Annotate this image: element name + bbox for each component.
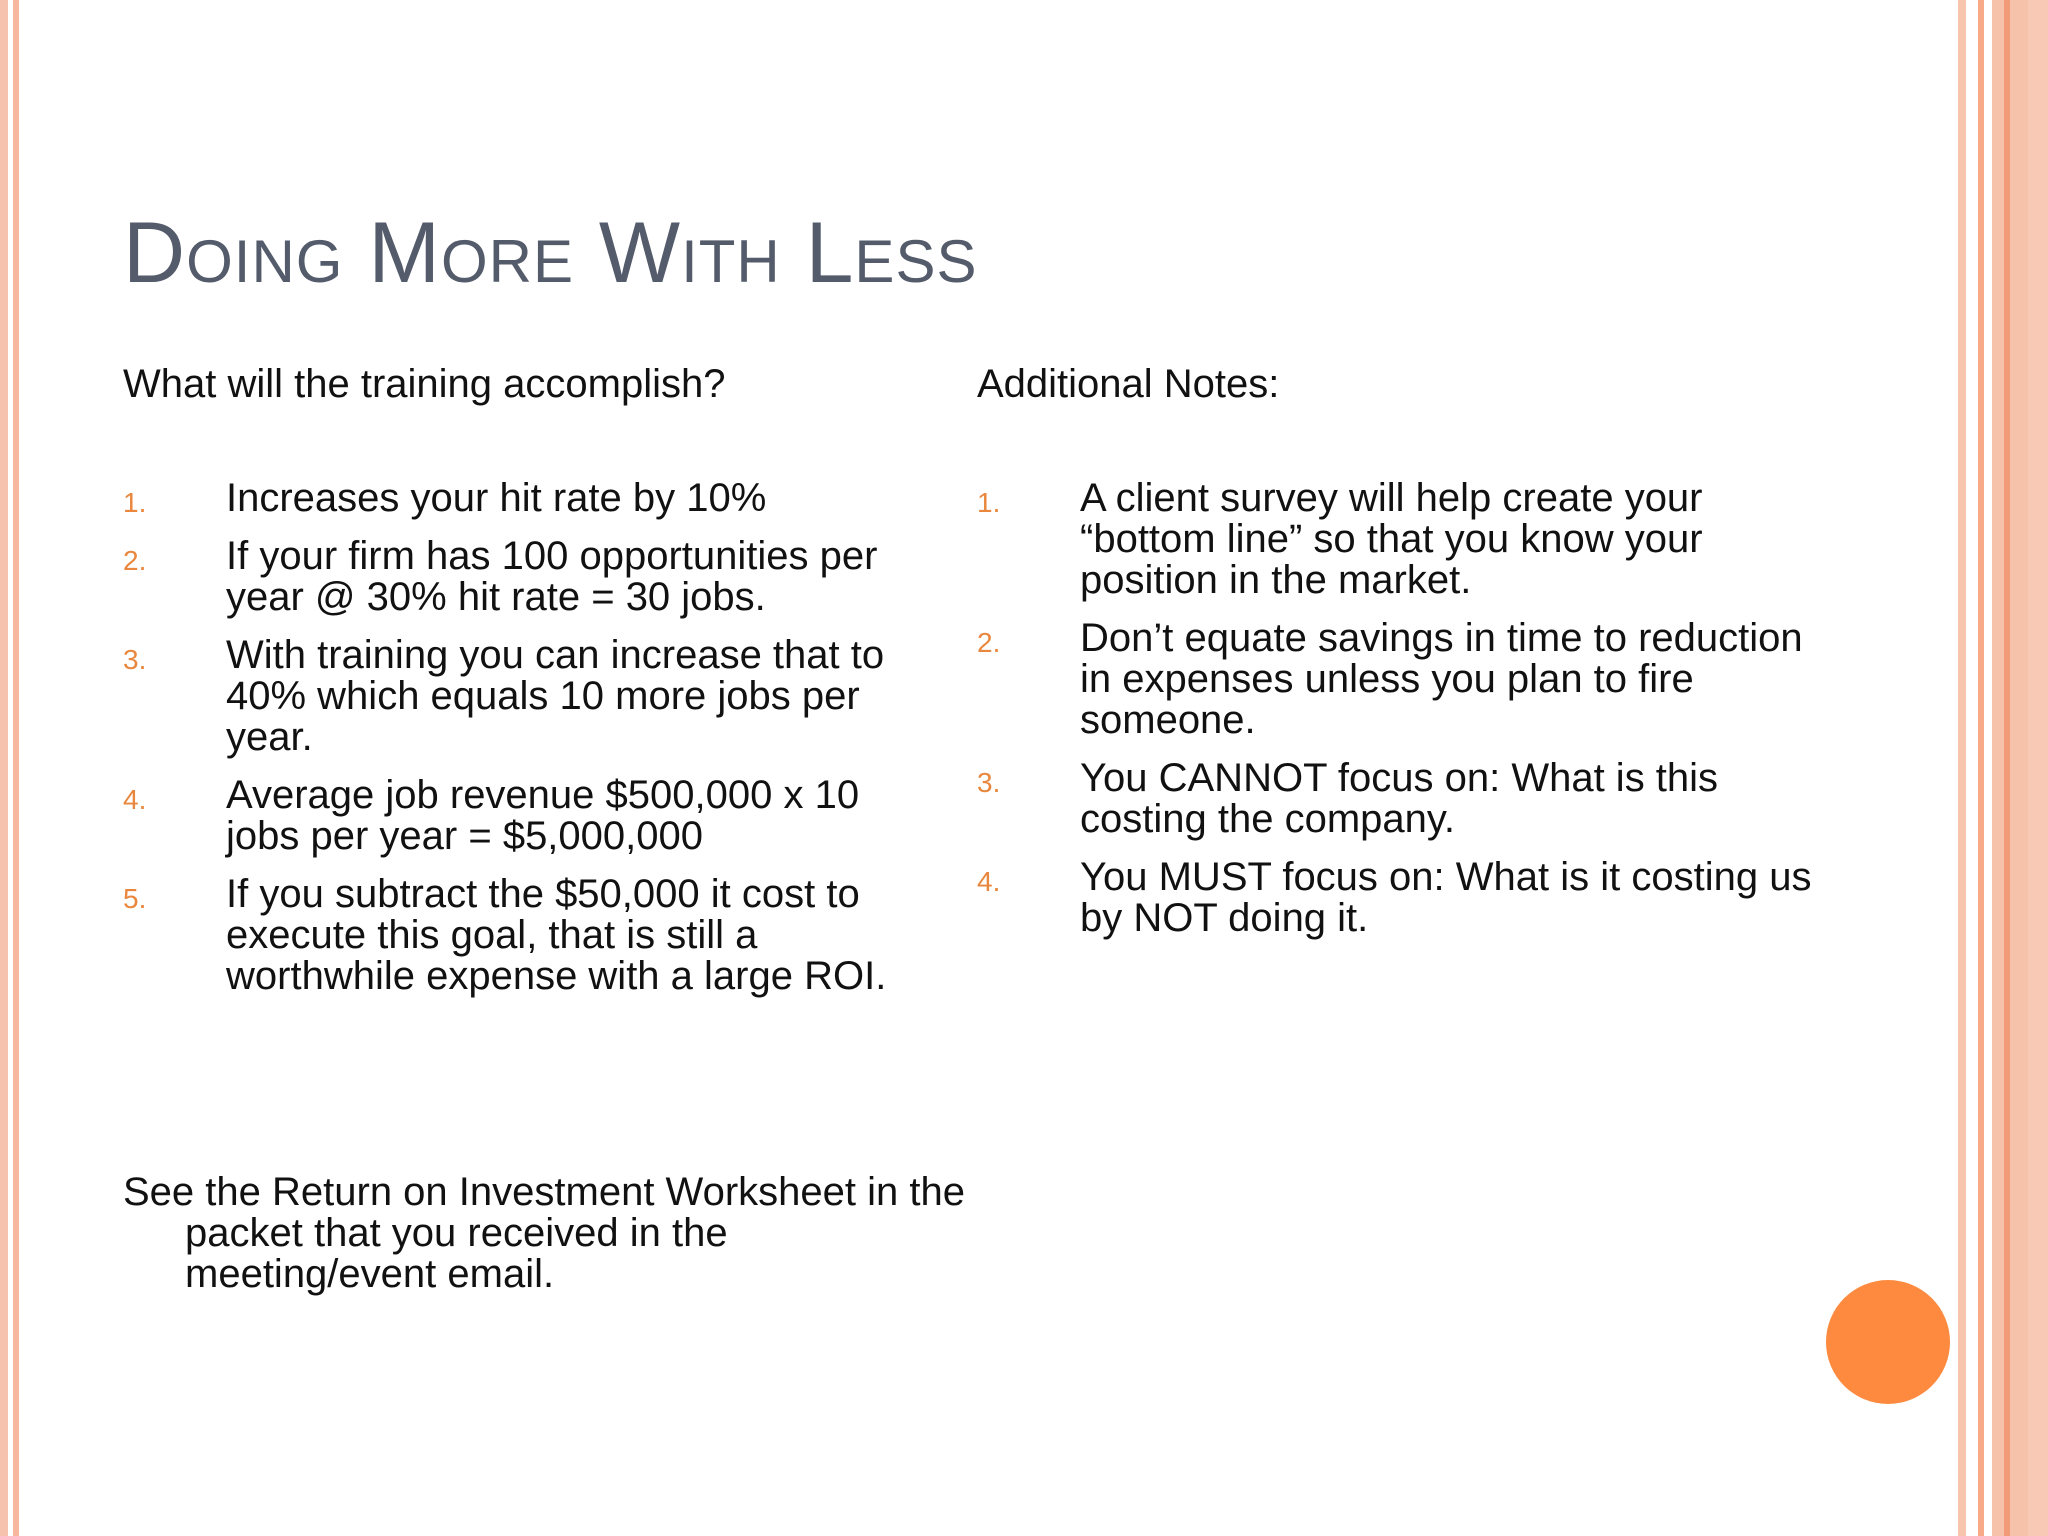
list-item: [977, 618, 1837, 741]
left-border-strip: [0, 0, 8, 1536]
list-item-text: If you subtract the $50,000 it cost to execute this goal, that is still a worthwhile expense with a large ROI.: [226, 872, 887, 998]
list-item-number: 2.: [123, 545, 147, 576]
list-item: [123, 874, 923, 997]
list-item-text: If your firm has 100 opportunities per year @ 30% hit rate = 30 jobs.: [226, 534, 878, 619]
list-item-number: 3.: [123, 644, 147, 675]
list-item-number: 4.: [123, 784, 147, 815]
list-item-text: Increases your hit rate by 10%: [226, 476, 767, 520]
list-item: [977, 758, 1837, 840]
list-item: [123, 775, 923, 857]
list-item: [977, 857, 1837, 939]
list-item-text: A client survey will help create your “bottom line” so that you know your position in the market.: [1080, 476, 1703, 602]
list-item-number: 1.: [977, 487, 1001, 518]
orange-circle-decoration: [1826, 1280, 1950, 1404]
additional-notes-list: [977, 478, 1837, 956]
slide-title: Doing More With Less: [123, 205, 978, 301]
list-item-text: You MUST focus on: What is it costing us by NOT doing it.: [1080, 855, 1812, 940]
left-border-strip: [13, 0, 19, 1536]
list-item-number: 1.: [123, 487, 147, 518]
list-item-text: Don’t equate savings in time to reduction in expenses unless you plan to fire someone.: [1080, 616, 1803, 742]
list-item-number: 3.: [977, 767, 1001, 798]
list-item-number: 4.: [977, 866, 1001, 897]
list-item-number: 2.: [977, 627, 1001, 658]
list-item: [123, 635, 923, 758]
list-item-text: Average job revenue $500,000 x 10 jobs per year = $5,000,000: [226, 773, 860, 858]
list-item: [977, 478, 1837, 601]
right-border-strip: [1978, 0, 1984, 1536]
left-column-heading: What will the training accomplish?: [123, 362, 726, 406]
list-item-text: With training you can increase that to 40% which equals 10 more jobs per year.: [226, 633, 885, 759]
right-border-strip: [2028, 0, 2048, 1536]
list-item: [123, 478, 923, 519]
list-item: [123, 536, 923, 618]
list-item-text: You CANNOT focus on: What is this costing the company.: [1080, 756, 1719, 841]
list-item-number: 5.: [123, 883, 147, 914]
right-column-heading: Additional Notes:: [977, 362, 1280, 406]
training-benefits-list: [123, 478, 923, 1014]
right-border-strip: [1958, 0, 1966, 1536]
roi-worksheet-note: See the Return on Investment Worksheet in the packet that you received in the meeting/event email.: [123, 1170, 965, 1296]
right-border-strip: [2004, 0, 2010, 1536]
